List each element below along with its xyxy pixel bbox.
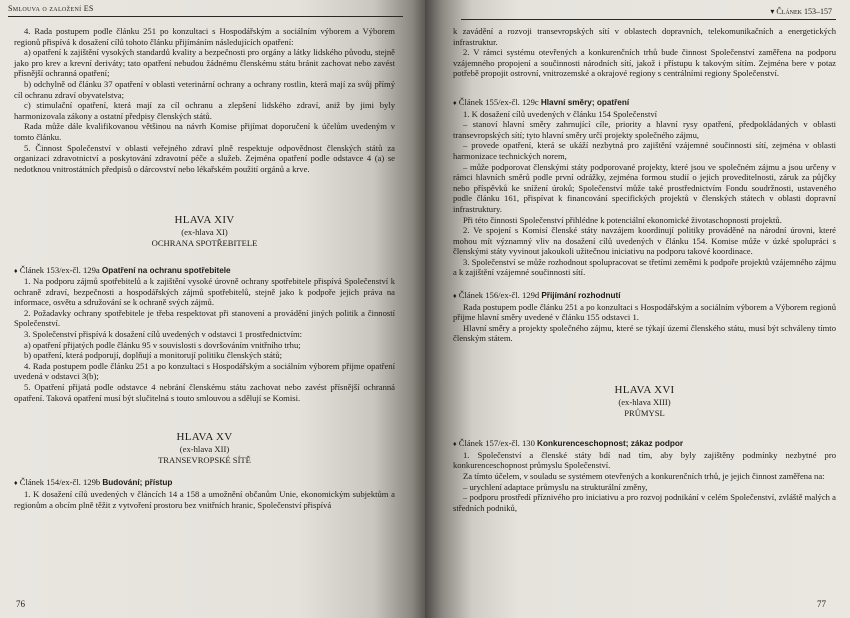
diamond-icon: ♦	[453, 98, 457, 107]
page-number: 76	[16, 599, 25, 610]
title-name: TRANSEVROPSKÉ SÍTĚ	[158, 454, 251, 465]
title-number: HLAVA XVI	[614, 384, 675, 397]
paragraph: 5. Činnost Společenství v oblasti veřejného zdraví plně respektuje odpovědnost členských států za organizaci zdravotnictví a poskytování zdravotní péče a služeb. Zejména opatření podle odstavce 4 (a) se nedotknou vnitrostátních předpisů o dárcovství nebo lékařském použití orgánů a krve.	[14, 142, 395, 174]
header-rule	[461, 19, 836, 20]
paragraph: 1. Na podporu zájmů spotřebitelů a k zajištění vysoké úrovně ochrany spotřebitele přispívá Společenství k ochraně zdraví, bezpečnosti a hospodářských zájmů spotřebitelů, stejně jako k podpoře jejich práva na informace, osvětu a sdružování se k ochraně svých zájmů.	[14, 276, 395, 308]
paragraph: 2. Ve spojení s Komisí členské státy navzájem koordinují politiky prováděné na národní úrovni, které mohou mít významný vliv na dosažení cílů uvedených v článku 154. Komise může v úzké spolupráci s členskými státy vyvinout jakoukoli užitečnou iniciativu na podporu takové koordinace.	[453, 225, 836, 257]
title-heading	[14, 214, 395, 248]
article-title: Konkurenceschopnost; zákaz podpor	[537, 439, 684, 449]
bookmark-icon: ▾	[770, 7, 775, 16]
paragraph: – stanoví hlavní směry zahrnující cíle, priority a hlavní rysy opatření, předpokládaných v oblasti transevropských sítí; tyto hlavní směry určí projekty společného zájmu,	[453, 119, 836, 140]
paragraph: 2. Požadavky ochrany spotřebitele je třeba respektovat při stanovení a provádění jiných politik a činností Společenství.	[14, 307, 395, 329]
paragraph: Rada postupem podle článku 251 a po konzultaci s Hospodářským a sociálním výborem a Výborem regionů přijme hlavní směry uvedené v článku 155 odstavci 1.	[453, 301, 836, 323]
paragraph: Hlavní směry a projekty společného zájmu, které se týkají území členského státu, musí být schváleny tímto členským státem.	[453, 322, 836, 344]
paragraph: Za tímto účelem, v souladu se systémem otevřených a konkurenčních trhů, je jejich činnost zaměřena na:	[463, 471, 825, 481]
paragraph: 2. V rámci systému otevřených a konkurenčních trhů bude činnost Společenství zaměřena na podporu vzájemného propojení a součinnosti národních sítí, jakož i přístupu k takovým sítím. Zejména bere v potaz potřebě propojit ostrovní, vnitrozemské a okrajové regiony s centrálními regiony Společenství.	[453, 47, 836, 79]
paragraph: 1. K dosažení cílů uvedených v článku 154 Společenství	[463, 108, 658, 119]
title-ex: (ex-hlava XII)	[179, 444, 230, 455]
right-page	[425, 0, 850, 618]
title-ex: (ex-hlava XIII)	[618, 397, 671, 408]
title-number: HLAVA XV	[176, 431, 233, 444]
article-title: Přijímání rozhodnutí	[541, 291, 621, 301]
title-name: PRŮMYSL	[624, 407, 665, 418]
diamond-icon: ♦	[14, 266, 18, 275]
paragraph: 3. Společenství se může rozhodnout spolupracovat se třetími zeměmi k podpoře projektů vzájemného zájmu a k zajištění vzájemné součinnosti sítí.	[453, 256, 836, 278]
diamond-icon: ♦	[453, 440, 457, 449]
running-head: ▾ Článek 153–157	[770, 7, 832, 16]
paragraph: c) stimulační opatření, která mají za cíl ochranu a zlepšení lidského zdraví, aniž by jimi byly harmonizovala zákony a ostatní předpisy členských států.	[14, 100, 395, 121]
article-number: Článek 156/ex-čl. 129d	[458, 290, 540, 301]
article-title: Opatření na ochranu spotřebitele	[101, 265, 231, 275]
paragraph: – urychlení adaptace průmyslu na strukturální změny,	[463, 481, 648, 492]
article-heading	[14, 265, 395, 277]
running-head: Smlouva o založení ES	[8, 4, 94, 13]
paragraph: – může podporovat členskými státy podporované projekty, které jsou ve společném zájmu a jsou určeny v rámci hlavních směrů podle první odrážky, zejména formou studií o jejich proveditelnosti, záruk za půjčky nebo příspěvků ke snížení úroků; Společenství může také prostřednictvím Fondu soudržnosti, ustaveného podle článku 161, přispívat k financování specifických projektů v členských státech v oblasti dopravní infrastruktury.	[453, 161, 836, 214]
paragraph: 5. Opatření přijatá podle odstavce 4 nebrání členskému státu zachovat nebo zavést přísnější ochranná opatření. Taková opatření musí být slučitelná s touto smlouvou a sdělují se Komisi.	[14, 382, 395, 403]
article-number: Článek 153/ex-čl. 129a	[19, 264, 100, 275]
paragraph: 3. Společenství přispívá k dosažení cílů uvedených v odstavci 1 prostřednictvím:	[24, 329, 303, 340]
article-heading	[453, 97, 836, 109]
header-rule	[8, 16, 403, 17]
paragraph: – podporu prostředí příznivého pro iniciativu a pro rozvoj podnikání v celém Společenství, zvláště malých a středních podniků,	[453, 492, 836, 513]
article-title: Budování; přístup	[102, 478, 173, 488]
paragraph: 4. Rada postupem podle článku 251 a po konzultaci s Hospodářským a sociálním výborem přijme opatření uvedená v odstavci 3(b);	[14, 360, 395, 382]
diamond-icon: ♦	[14, 479, 18, 488]
title-heading	[453, 384, 836, 418]
paragraph: 4. Rada postupem podle článku 251 po konzultaci s Hospodářským a sociálním výborem a Výborem regionů přispívá k dosažení cílů tohoto článku přijímáním následujících opatření:	[14, 26, 395, 47]
article-number: Článek 154/ex-čl. 129b	[19, 477, 101, 488]
title-name: OCHRANA SPOTŘEBITELE	[151, 237, 258, 248]
paragraph: b) opatření, která podporují, doplňují a monitorují politiku členských států;	[24, 350, 283, 361]
title-ex: (ex-hlava XI)	[181, 227, 228, 238]
article-heading	[453, 290, 836, 302]
paragraph: Rada může dále kvalifikovanou většinou na návrh Komise přijímat doporučení k účelům uvedeným v tomto článku.	[14, 121, 395, 142]
paragraph: 1. Společenství a členské státy bdí nad tím, aby byly zajištěny podmínky nezbytné pro konkurenceschopnost průmyslu Společenství.	[453, 449, 836, 471]
paragraph: a) opatření k zajištění vysokých standardů kvality a bezpečnosti pro orgány a látky lidského původu, stejně jako pro krev a krevní deriváty; tato opatření nebudou žádnému členskému státu bránit zachovat nebo zavést přísnější ochranná opatření;	[14, 47, 395, 79]
title-number: HLAVA XIV	[174, 214, 235, 227]
page-number: 77	[817, 599, 826, 610]
paragraph: b) odchylně od článku 37 opatření v oblasti veterinární ochrany a ochrany rostlin, která mají za svůj přímý cíl ochranu zdraví obyvatelstva;	[14, 78, 395, 100]
paragraph: Při této činnosti Společenství přihlédne k potenciální ekonomické životaschopnosti projektů.	[463, 214, 782, 225]
article-number: Článek 155/ex-čl. 129c	[458, 96, 539, 107]
article-heading	[14, 477, 395, 489]
diamond-icon: ♦	[453, 292, 457, 301]
paragraph: – provede opatření, která se ukáží nezbytná pro zajištění vzájemné součinnosti sítí, zejména v oblasti harmonizace technických norem,	[453, 140, 836, 161]
title-heading	[14, 431, 395, 465]
article-title: Hlavní směry; opatření	[540, 97, 630, 107]
paragraph: k zavádění a rozvoji transevropských sítí v oblastech dopravních, telekomunikačních a energetických infrastruktur.	[453, 26, 836, 47]
paragraph: 1. K dosažení cílů uvedených v článcích 14 a 158 a umožnění občanům Unie, ekonomickým subjektům a regionům a obcím plně těžit z vytvoření prostoru bez vnitřních hranic, Společenství přispívá	[14, 489, 395, 510]
paragraph: a) opatření přijatých podle článku 95 v souvislosti s dovršováním vnitřního trhu;	[24, 339, 301, 350]
article-number: Článek 157/ex-čl. 130	[458, 438, 535, 449]
article-heading	[453, 438, 836, 450]
